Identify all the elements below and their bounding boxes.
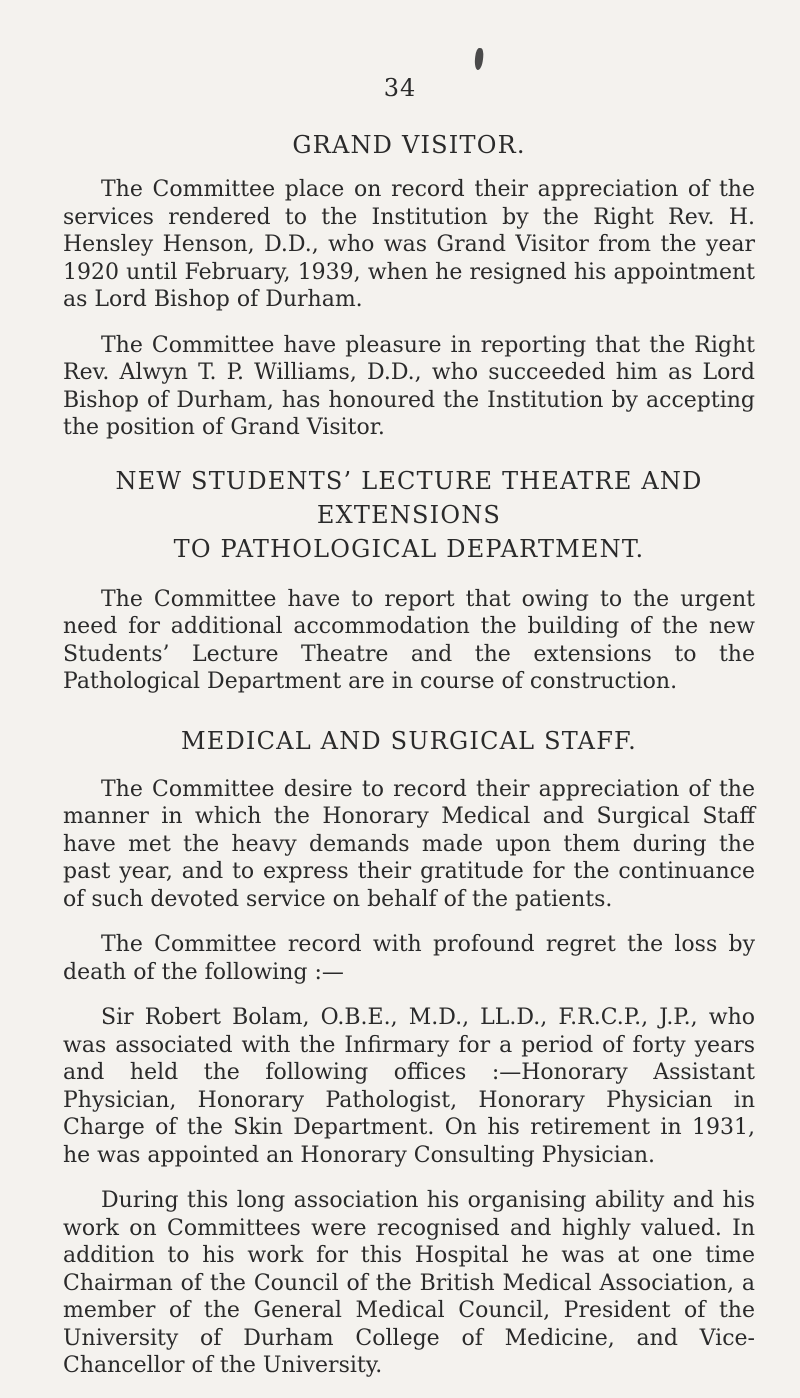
paragraph: The Committee record with profound regret the loss by death of the following :— bbox=[63, 932, 755, 985]
section-lecture-theatre bbox=[63, 464, 755, 696]
section-medical-staff bbox=[63, 724, 755, 1380]
paragraph: The Committee place on record their appreciation of the services rendered to the Institution by the Right Rev. H. Hensley Henson, D.D., who was Grand Visitor from the year 1920 until February, 1939, when he resigned his appointment as Lord Bishop of Durham. bbox=[63, 177, 755, 312]
section-grand-visitor bbox=[63, 128, 755, 442]
page-content bbox=[63, 128, 755, 1398]
paragraph: During this long association his organising ability and his work on Committees were recognised and highly valued. In addition to his work for this Hospital he was at one time Chairman of the Council of the British Medical Association, a member of the General Medical Council, President of the University of Durham College of Medicine, and Vice-Chancellor of the University. bbox=[63, 1188, 755, 1378]
heading-line: NEW STUDENTS’ LECTURE THEATRE AND EXTENSIONS bbox=[115, 466, 703, 529]
paragraph: The Committee have to report that owing to the urgent need for additional accommodation the building of the new Students’ Lecture Theatre and the extensions to the Pathological Department are in course of construction. bbox=[63, 586, 755, 694]
paragraph: The Committee desire to record their appreciation of the manner in which the Honorary Medical and Surgical Staff have met the heavy demands made upon them during the past year, and to express their gratitude for the continuance of such devoted service on behalf of the patients. bbox=[63, 776, 755, 912]
page-number: 34 bbox=[383, 74, 417, 102]
heading-lecture-theatre bbox=[63, 464, 755, 566]
heading-line: TO PATHOLOGICAL DEPARTMENT. bbox=[173, 534, 645, 563]
heading-medical-staff: MEDICAL AND SURGICAL STAFF. bbox=[181, 726, 637, 755]
ink-mark bbox=[474, 48, 484, 71]
paragraph: Sir Robert Bolam, O.B.E., M.D., LL.D., F.R.C.P., J.P., who was associated with the Infirmary for a period of forty years and held the following offices :—Honorary Assistant Physician, Honorary Pathologist, Honorary Physician in Charge of the Skin Department. On his retirement in 1931, he was appointed an Honorary Consulting Physician. bbox=[63, 1005, 755, 1168]
paragraph: The Committee have pleasure in reporting that the Right Rev. Alwyn T. P. Williams, D.D., who succeeded him as Lord Bishop of Durham, has honoured the Institution by accepting the position of Grand Visitor. bbox=[63, 332, 755, 440]
heading-grand-visitor: GRAND VISITOR. bbox=[292, 131, 526, 159]
